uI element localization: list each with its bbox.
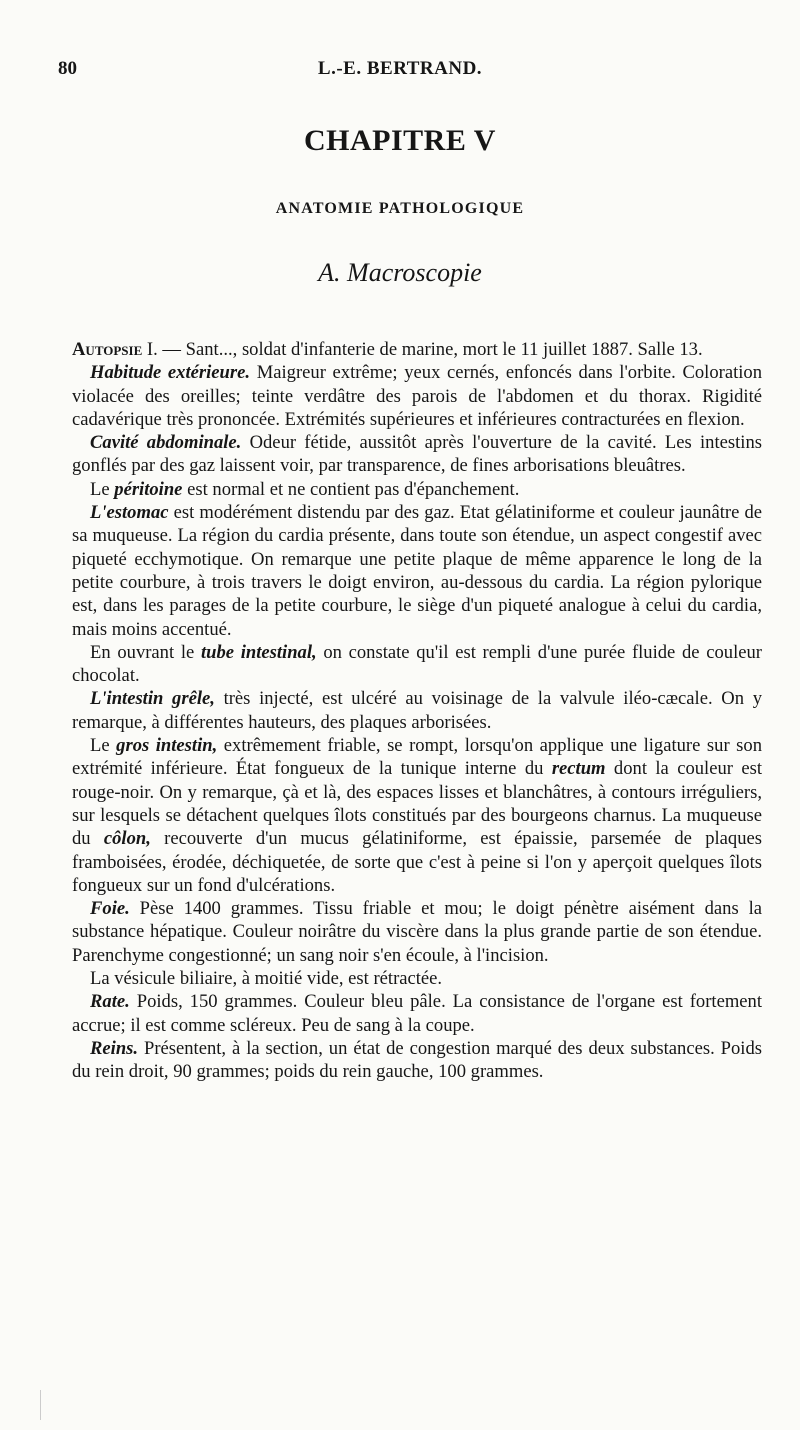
paragraph-pre: La vésicule biliaire, à moitié vide, est rétractée.	[90, 968, 443, 990]
page-header	[0, 58, 800, 84]
paragraph-habitude	[72, 361, 762, 431]
paragraph-pre: Le	[90, 735, 117, 757]
paragraph-text: dont la couleur est rouge-noir. On y remarque, çà et là, des espaces lisses et blanchâtres, à contours irréguliers, sur lesquels se détachent quelques îlots constitués par des bourgeons charnus. La muqueuse du	[72, 758, 762, 850]
paragraph-text: est modérément distendu par des gaz. Etat gélatiniforme et couleur jaunâtre de sa muqueuse. La région du cardia présente, dans toute son étendue, un aspect congestif avec piqueté ecchymotique. On remarque une petite plaque de même apparence le long de la petite courbure, à trois travers le doigt environ, au-dessous du cardia. La région pylorique est, dans les parages de la petite courbure, le siège d'un piqueté analogue à celui du cardia, mais moins accentué.	[72, 502, 762, 640]
paragraph-estomac	[72, 501, 762, 641]
paragraph-text: extrêmement friable, se rompt, lorsqu'on applique une ligature sur son extrémité inférieure. État fongueux de la tunique interne du	[72, 735, 763, 780]
paragraph-cavite	[72, 431, 762, 478]
paragraph-text: Présentent, à la section, un état de congestion marqué des deux substances. Poids du rein droit, 90 grammes; poids du rein gauche, 100 grammes.	[72, 1037, 762, 1083]
paragraph-text: est normal et ne contient pas d'épanchement.	[182, 478, 520, 500]
paragraph-peritoine	[72, 478, 762, 501]
paragraph-text: Pèse 1400 grammes. Tissu friable et mou; le doigt pénètre aisément dans la substance hépatique. Couleur noirâtre du viscère dans la plus grande partie de son étendue. Parenchyme congestionné; un sang noir s'en écoule, à l'incision.	[72, 898, 762, 966]
paragraph-vesicule	[72, 967, 762, 990]
paragraph-lead-colon: côlon,	[103, 828, 151, 850]
body-text	[72, 338, 762, 1084]
subsection-title: A. Macroscopie	[318, 258, 482, 287]
paragraph-foie	[72, 897, 762, 967]
paragraph-pre: Le	[90, 478, 115, 500]
paragraph-text: Poids, 150 grammes. Couleur bleu pâle. La consistance de l'organe est fortement accrue; il est comme scléreux. Peu de sang à la coupe.	[72, 991, 762, 1036]
paragraph-text: Maigreur extrême; yeux cernés, enfoncés dans l'orbite. Coloration violacée des oreilles; teinte verdâtre des parois de l'abdomen et du thorax. Rigidité cadavérique très prononcée. Extrémités supérieures et inférieures contracturées en flexion.	[72, 362, 763, 430]
paragraph-lead: gros intestin,	[116, 735, 218, 757]
paragraph-lead: Autopsie	[72, 339, 143, 360]
paragraph-lead: Habitude extérieure.	[90, 362, 251, 384]
paragraph-text: très injecté, est ulcéré au voisinage de la valvule iléo-cæcale. On y remarque, à différentes hauteurs, des plaques arborisées.	[72, 688, 762, 733]
section-title: ANATOMIE PATHOLOGIQUE	[275, 200, 525, 217]
paragraph-text: Odeur fétide, aussitôt après l'ouverture de la cavité. Les intestins gonflés par des gaz laissent voir, par transparence, de fines arborisations bleuâtres.	[72, 432, 762, 477]
running-head: L.-E. BERTRAND.	[317, 58, 483, 79]
paragraph-tube-intestinal	[72, 641, 762, 688]
paragraph-gros-intestin	[72, 734, 762, 897]
paragraph-pre: En ouvrant le	[90, 641, 201, 663]
scan-margin-mark	[40, 1390, 41, 1420]
paragraph-lead: péritoine	[114, 478, 183, 500]
paragraph-text: on constate qu'il est rempli d'une purée fluide de couleur chocolat.	[72, 641, 762, 687]
paragraph-lead-rectum: rectum	[551, 758, 606, 780]
paragraph-lead: Foie.	[90, 898, 130, 920]
paragraph-rate	[72, 990, 762, 1037]
paragraph-text: recouverte d'un mucus gélatiniforme, est épaissie, parsemée de plaques framboisées, érodée, déchiquetée, de sorte que c'est à peine si l'on y aperçoit quelques îlots fongueux sur un fond d'ulcérations.	[72, 828, 762, 896]
chapter-title: CHAPITRE V	[304, 124, 496, 157]
paragraph-lead: Rate.	[90, 991, 130, 1013]
paragraph-text: I. — Sant..., soldat d'infanterie de marine, mort le 11 juillet 1887. Salle 13.	[142, 339, 703, 360]
paragraph-reins	[72, 1037, 762, 1084]
paragraph-intestin-grele	[72, 687, 762, 734]
paragraph-lead: L'intestin grêle,	[90, 688, 215, 710]
paragraph-lead: Cavité abdominale.	[90, 432, 242, 454]
paragraph-autopsie	[72, 338, 762, 361]
page-number: 80	[58, 58, 77, 79]
paragraph-lead: L'estomac	[90, 502, 169, 524]
paragraph-lead: tube intestinal,	[200, 641, 317, 663]
paragraph-lead: Reins.	[90, 1037, 139, 1059]
